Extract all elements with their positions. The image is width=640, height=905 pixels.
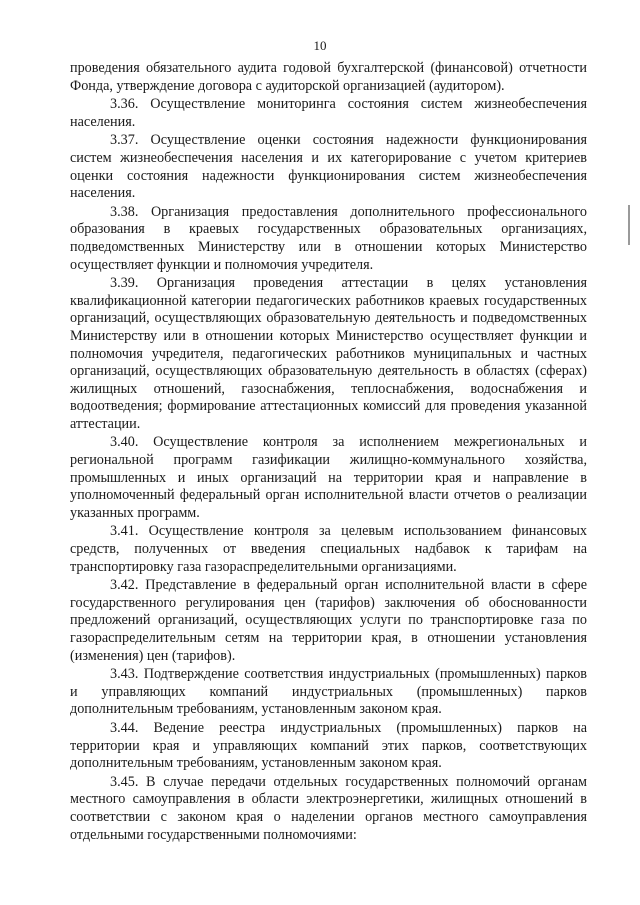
paragraph-3-43: 3.43. Подтверждение соответствия индустриальных (промышленных) парков и управляющих компаний индустриальных (промышленных) парков дополнительным требованиям, установленным законом края.	[70, 666, 587, 718]
paragraph-3-36: 3.36. Осуществление мониторинга состояния систем жизнеобеспечения населения.	[70, 96, 587, 130]
paragraph-3-40: 3.40. Осуществление контроля за исполнением межрегиональных и региональной программ газификации жилищно-коммунального хозяйства, промышленных и иных организаций на территории края и направление в уполномоченный федеральный орган исполнительной власти отчетов о реализации указанных программ.	[70, 434, 587, 521]
page-number: 10	[313, 38, 327, 53]
document-body	[70, 60, 587, 844]
paragraph-3-39: 3.39. Организация проведения аттестации в целях установления квалификационной категории педагогических работников краевых государственных организаций, осуществляющих образовательную деятельность и подведомственных Министерству или в отношении которых Министерство осуществляет функции и полномочия учредителя, педагогических работников муниципальных и частных организаций, осуществляющих образовательную деятельность в областях (сферах) жилищных отношений, газоснабжения, теплоснабжения, водоснабжения и водоотведения; формирование аттестационных комиссий для проведения указанной аттестации.	[70, 275, 587, 432]
paragraph-3-41: 3.41. Осуществление контроля за целевым использованием финансовых средств, полученных от введения специальных надбавок к тарифам на транспортировку газа газораспределительными организациями.	[70, 523, 587, 575]
paragraph-3-38: 3.38. Организация предоставления дополнительного профессионального образования в краевых государственных образовательных организациях, подведомственных Министерству или в отношении которых Министерство осуществляет функции и полномочия учредителя.	[70, 203, 587, 273]
paragraph-3-42: 3.42. Представление в федеральный орган исполнительной власти в сфере государственного регулирования цен (тарифов) заключения об обоснованности предложений организаций, осуществляющих услуги по транспортировке газа по газораспределительным сетям на территории края, в отношении установления (изменения) цен (тарифов).	[70, 577, 587, 664]
paragraph-3-44: 3.44. Ведение реестра индустриальных (промышленных) парков на территории края и управляющих компаний этих парков, соответствующих дополнительным требованиям, установленным законом края.	[70, 719, 587, 772]
scan-margin-mark	[628, 205, 630, 245]
paragraph-3-45: 3.45. В случае передачи отдельных государственных полномочий органам местного самоуправления в области электроэнергетики, жилищных отношений в соответствии с законом края о наделении органов местного самоуправления отдельными государственными полномочиями:	[70, 773, 587, 843]
paragraph-continuation: проведения обязательного аудита годовой бухгалтерской (финансовой) отчетности Фонда, утверждение договора с аудиторской организацией (аудитором).	[70, 60, 587, 94]
paragraph-3-37: 3.37. Осуществление оценки состояния надежности функционирования систем жизнеобеспечения населения и их категорирование с учетом критериев оценки состояния надежности функционирования систем жизнеобеспечения населения.	[70, 132, 587, 202]
